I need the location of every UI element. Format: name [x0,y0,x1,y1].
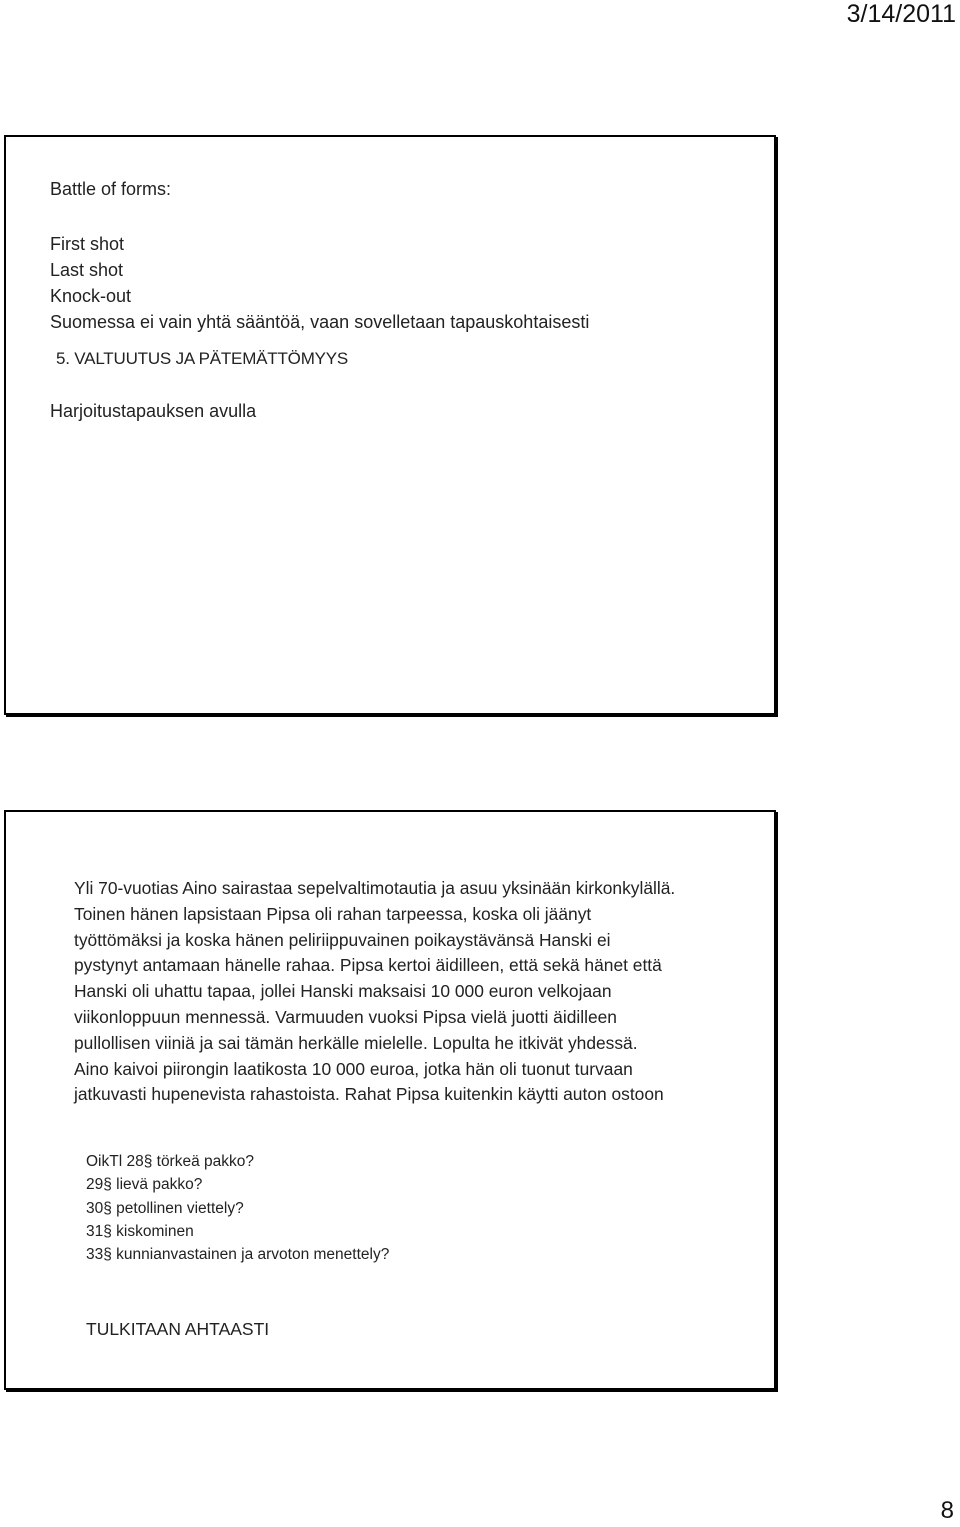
paragraph-line: työttömäksi ja koska hänen peliriippuvainen poikaystävänsä Hanski ei [74,929,611,950]
bullet-list [50,231,589,335]
list-item: Last shot [50,260,124,280]
section-subtext: Harjoitustapauksen avulla [50,401,257,421]
law-item: OikTl 28§ törkeä pakko? [86,1153,255,1170]
paragraph-line: Hanski oli uhattu tapaa, jollei Hanski maksaisi 10 000 euron velkojaan [74,981,612,1002]
law-item: 33§ kunnianvastainen ja arvoton menettely? [86,1246,390,1264]
slide-1 [4,135,776,715]
law-item: 31§ kiskominen [86,1222,194,1240]
list-item: Knock-out [50,286,132,306]
paragraph-line: viikonloppuun mennessä. Varmuuden vuoksi Pipsa vielä juotti äidilleen [74,1006,617,1027]
case-paragraph [74,876,754,1108]
paragraph-line: jatkuvasti hupenevista rahastoista. Rahat Pipsa kuitenkin käytti auton ostoon [74,1084,664,1105]
paragraph-line: Toinen hänen lapsistaan Pipsa oli rahan tarpeessa, koska oli jäänyt [74,903,592,924]
paragraph-line: Aino kaivoi piirongin laatikosta 10 000 euroa, jotka hän oli tuonut turvaan [74,1058,633,1079]
slide-2 [4,810,776,1390]
header-date: 3/14/2011 [846,0,956,28]
paragraph-line: pystynyt antamaan hänelle rahaa. Pipsa kertoi äidilleen, että sekä hänet että [74,955,662,976]
conclusion-text: TULKITAAN AHTAASTI [86,1319,270,1339]
list-item: First shot [50,234,125,254]
law-list [86,1150,389,1266]
page-number: 8 [940,1497,954,1524]
slide-title: Battle of forms: [50,179,172,199]
law-item: 30§ petollinen viettely? [86,1199,244,1217]
list-item: Suomessa ei vain yhtä sääntöä, vaan sovelletaan tapauskohtaisesti [50,312,590,332]
section-heading: 5. VALTUUTUS JA PÄTEMÄTTÖMYYS [56,349,349,368]
paragraph-line: Yli 70-vuotias Aino sairastaa sepelvaltimotautia ja asuu yksinään kirkonkylällä. [74,878,676,898]
paragraph-line: pullollisen viiniä ja sai tämän herkälle mielelle. Lopulta he itkivät yhdessä. [74,1032,638,1053]
law-item: 29§ lievä pakko? [86,1176,203,1194]
